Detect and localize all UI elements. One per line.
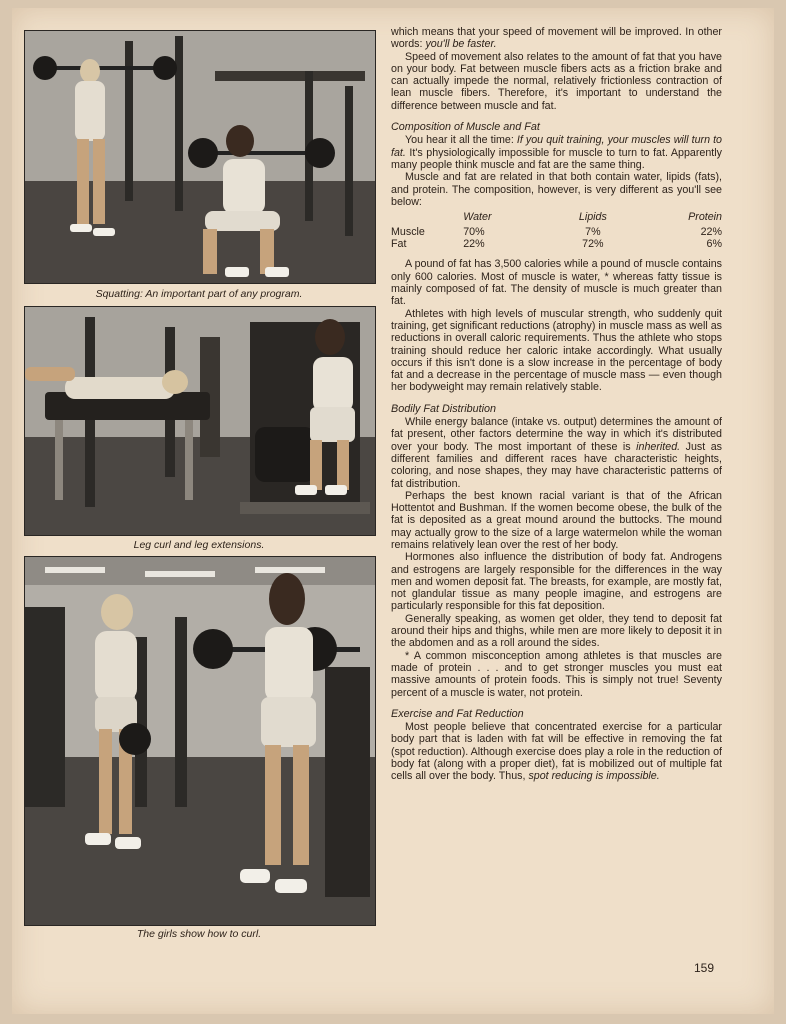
table-cell: 22% (463, 238, 485, 251)
table-cell: 70% (463, 226, 485, 239)
paragraph-hormones: Hormones also influence the distribution of body fat. Androgens and estrogens are largely responsible for the differences in the way men and women deposit fat. The breasts, for example, are mostly fat, not glandular tissue as many people imagine, and estrogens are particularly responsible for this fat deposition. (391, 551, 722, 613)
heading-bodily-fat: Bodily Fat Distribution (391, 402, 497, 415)
photo-curl (24, 556, 376, 926)
text-emphasis: If you quit training, your muscles will turn to fat. (391, 134, 723, 159)
text-emphasis: spot reducing is impossible. (528, 770, 660, 783)
text-run: Just as different families and different races have characteristic heights, coloring, and nose shapes, they may have characteristic patterns of fat distribution. (391, 440, 722, 490)
text-run: It's physiologically impossible for muscle to turn to fat. Apparently many people think muscle and fat are the same thing. (391, 146, 722, 171)
paragraph-generally: Generally speaking, as women get older, they tend to deposit fat around their hips and thighs, while men are more likely to deposit it in the abdomen and as a roll around the sides. (391, 612, 722, 650)
text-run: You hear it all the time: (405, 134, 517, 147)
table-cell: 22% (700, 226, 722, 239)
heading-composition: Composition of Muscle and Fat (391, 121, 540, 134)
table-cell: 72% (582, 238, 604, 251)
composition-table (391, 211, 722, 250)
photo-leg-curl (24, 306, 376, 536)
heading-exercise: Exercise and Fat Reduction (391, 707, 524, 720)
caption-squatting: Squatting: An important part of any program. (95, 288, 303, 300)
table-row (391, 226, 722, 238)
table-cell: 6% (706, 238, 722, 251)
text-emphasis: you'll be faster. (425, 38, 497, 51)
text-run: which means that your speed of movement will be improved. In other words: (391, 26, 722, 51)
paragraph-athletes: Athletes with high levels of muscular strength, who suddenly quit training, get significant reductions (atrophy) in muscle mass as well as reductions in overall caloric requirements. Thus the athlete who stops training should reduce her caloric intake accordingly. What usually occurs if this isn't done is a slow increase in the percentage of body fat and a decrease in the percentage of muscle mass — even though her bodyweight may remain relatively stable. (391, 307, 722, 394)
table-header: Protein (688, 211, 722, 224)
text-run: While energy balance (intake vs. output) determines the amount of fat present, other factors determine the way in which it's distributed over your body. The most important of these is (391, 416, 722, 453)
paragraph-racial: Perhaps the best known racial variant is that of the African Hottentot and Bushman. If the women become obese, the bulk of the fat is deposited as a great mound around the buttocks. The mound may actually grow to the size of a large watermelon while the woman remains relatively lean over the rest of her body. (391, 489, 722, 551)
table-cell: Muscle (391, 226, 425, 239)
paragraph-related: Muscle and fat are related in that both contain water, lipids (fats), and protein. The composition, however, is very different as you'll see below: (391, 171, 722, 208)
table-row (391, 238, 722, 250)
table-header-row (391, 211, 722, 226)
article-column (391, 26, 722, 783)
paragraph-pound: A pound of fat has 3,500 calories while a pound of muscle contains only 600 calories. Most of muscle is water, * whereas fatty tissue is mainly composed of fat. The density of muscle is much greater than fat. (391, 258, 722, 308)
paragraph-intro (391, 26, 722, 51)
paragraph-energy (391, 416, 722, 490)
table-header: Lipids (578, 211, 607, 224)
table-cell: Fat (391, 238, 407, 251)
text-run: Most people believe that concentrated exercise for a particular body part that is laden with fat will be effective in removing the fat (spot reduction). Although exercise does play a role in the reduction of body fat (along with a proper diet), fat is mobilized out of multiple fat cells all over the body. Thus, (391, 721, 722, 783)
paragraph-speed: Speed of movement also relates to the amount of fat that you have on your body. Fat between muscle fibers acts as a friction brake and can actually impede the normal, relatively frictionless contraction of lean muscle fibers. Therefore, it's important to understand the difference between muscle and fat. (391, 50, 722, 112)
caption-curl: The girls show how to curl. (136, 928, 262, 940)
caption-leg-curl: Leg curl and leg extensions. (133, 539, 265, 551)
photo-squatting (24, 30, 376, 284)
paragraph-spot (391, 721, 722, 782)
footnote: * A common misconception among athletes is that muscles are made of protein . . . and to get stronger muscles you must eat massive amounts of protein foods. This is simply not true! Seventy percent of a muscle is water, not protein. (391, 649, 722, 699)
page-number: 159 (694, 961, 715, 975)
text-emphasis: inherited. (636, 440, 681, 453)
table-header (391, 211, 457, 226)
table-cell: 7% (585, 226, 601, 239)
paragraph-hear (391, 134, 722, 171)
table-header: Water (463, 211, 492, 224)
